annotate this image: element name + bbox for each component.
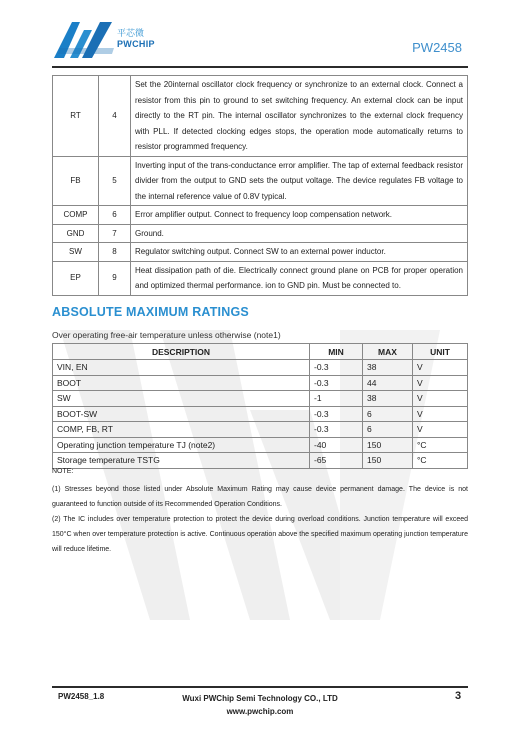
- rating-max: 6: [363, 406, 413, 422]
- table-row: [53, 437, 468, 453]
- pin-number: 6: [99, 206, 131, 225]
- header-divider: [52, 66, 468, 68]
- rating-unit: V: [413, 422, 468, 438]
- pin-description: Set the 20internal oscillator clock frequency or synchronize to an external clock. Connect a resistor from this pin to ground to set switching frequency. An external clock can be input directly to the RT pin. The internal oscillator synchronizes to the external clock frequency with PLL. If detected clocking edges stops, the operation mode automatically returns to resistor programmed frequency.: [131, 76, 468, 157]
- rating-description: COMP, FB, RT: [53, 422, 310, 438]
- rating-min: -0.3: [310, 375, 363, 391]
- pin-number: 9: [99, 261, 131, 295]
- rating-min: -40: [310, 437, 363, 453]
- abs-max-table: [52, 343, 468, 469]
- rating-max: 150: [363, 437, 413, 453]
- pin-number: 4: [99, 76, 131, 157]
- table-row: [53, 391, 468, 407]
- col-min: MIN: [310, 344, 363, 360]
- table-row: [53, 406, 468, 422]
- part-number: PW2458: [412, 40, 462, 55]
- pin-description: Error amplifier output. Connect to frequency loop compensation network.: [131, 206, 468, 225]
- rating-min: -0.3: [310, 406, 363, 422]
- rating-unit: V: [413, 360, 468, 376]
- logo-chinese-text: 平芯微: [117, 29, 145, 39]
- table-row: [53, 453, 468, 469]
- page-number: 3: [455, 690, 462, 702]
- col-unit: UNIT: [413, 344, 468, 360]
- table-row: [53, 243, 468, 262]
- section-condition: Over operating free-air temperature unless otherwise (note1): [52, 330, 281, 340]
- table-row: [53, 156, 468, 206]
- rating-max: 44: [363, 375, 413, 391]
- pin-name: GND: [53, 224, 99, 243]
- col-max: MAX: [363, 344, 413, 360]
- note-1: (1) Stresses beyond those listed under Absolute Maximum Rating may cause device permanent damage. The device is not guaranteed to function outside of its Recommended Operation Conditions.: [52, 486, 468, 508]
- table-row: [53, 375, 468, 391]
- rating-max: 38: [363, 391, 413, 407]
- pin-name: SW: [53, 243, 99, 262]
- rating-unit: V: [413, 406, 468, 422]
- rating-unit: V: [413, 391, 468, 407]
- table-row: [53, 422, 468, 438]
- pin-description-table: [52, 75, 468, 296]
- table-row: [53, 261, 468, 295]
- table-header-row: [53, 344, 468, 360]
- rating-description: Operating junction temperature TJ (note2): [53, 437, 310, 453]
- rating-description: BOOT: [53, 375, 310, 391]
- rating-description: Storage temperature TSTG: [53, 453, 310, 469]
- rating-min: -0.3: [310, 360, 363, 376]
- pin-description: Heat dissipation path of die. Electrically connect ground plane on PCB for proper operation and optimized thermal performance. ion to GND pin. Must be connected to.: [131, 261, 468, 295]
- note-2: (2) The IC includes over temperature protection to protect the device during overload conditions. Junction temperature will exceed 150°C when over temperature protection is active. Continuous operation above the specified maximum operating junction temperature will reduce lifetime.: [52, 516, 468, 553]
- pin-name: FB: [53, 156, 99, 206]
- rating-min: -0.3: [310, 422, 363, 438]
- pin-description: Inverting input of the trans-conductance error amplifier. The tap of external feedback resistor divider from the output to GND sets the output voltage. The device regulates FB voltage to the internal reference value of 0.8V typical.: [131, 156, 468, 206]
- pin-number: 7: [99, 224, 131, 243]
- pin-name: COMP: [53, 206, 99, 225]
- footer-company-block: [150, 692, 370, 718]
- table-row: [53, 224, 468, 243]
- company-name: Wuxi PWChip Semi Technology CO., LTD: [182, 694, 338, 703]
- rating-unit: V: [413, 375, 468, 391]
- rating-min: -65: [310, 453, 363, 469]
- footer-divider: [52, 686, 468, 688]
- rating-description: SW: [53, 391, 310, 407]
- pin-name: EP: [53, 261, 99, 295]
- rating-unit: °C: [413, 437, 468, 453]
- rating-max: 150: [363, 453, 413, 469]
- rating-description: VIN, EN: [53, 360, 310, 376]
- website-link[interactable]: www.pwchip.com: [226, 707, 294, 716]
- logo-brand-text: PWCHIP: [117, 39, 155, 49]
- rating-min: -1: [310, 391, 363, 407]
- rating-description: BOOT-SW: [53, 406, 310, 422]
- rating-max: 6: [363, 422, 413, 438]
- table-row: [53, 76, 468, 157]
- rating-unit: °C: [413, 453, 468, 469]
- pin-name: RT: [53, 76, 99, 157]
- pin-number: 8: [99, 243, 131, 262]
- table-row: [53, 206, 468, 225]
- doc-version: PW2458_1.8: [58, 692, 105, 701]
- pin-number: 5: [99, 156, 131, 206]
- rating-max: 38: [363, 360, 413, 376]
- page-header: [52, 18, 468, 68]
- table-row: [53, 360, 468, 376]
- notes-title: NOTE:: [52, 468, 74, 475]
- col-description: DESCRIPTION: [53, 344, 310, 360]
- pin-description: Regulator switching output. Connect SW to an external power inductor.: [131, 243, 468, 262]
- section-title: ABSOLUTE MAXIMUM RATINGS: [52, 305, 249, 319]
- pin-description: Ground.: [131, 224, 468, 243]
